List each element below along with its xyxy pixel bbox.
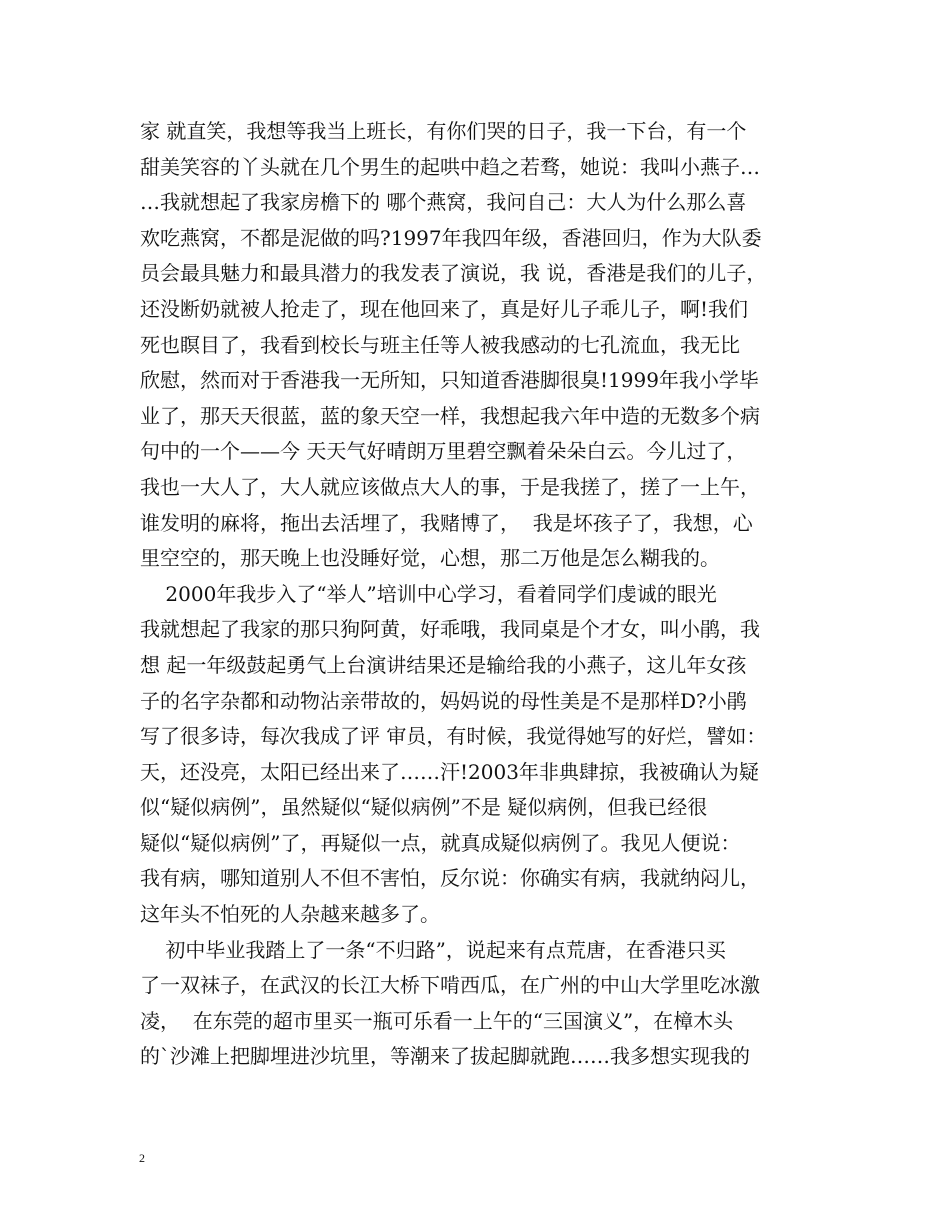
body-text (140, 114, 830, 1075)
text-line: 写了很多诗，每次我成了评 审员，有时候，我觉得她写的好烂，譬如： (140, 724, 767, 749)
text-line: 死也瞑目了，我看到校长与班主任等人被我感动的七孔流血，我无比 (140, 332, 740, 357)
text-line: 天，还没亮，太阳已经出来了……汗!2003年非典肆掠，我被确认为疑 (140, 759, 759, 784)
page-number: 2 (139, 1151, 145, 1165)
text-line: 我有病，哪知道别人不但不害怕，反尔说：你确实有病，我就纳闷儿， (140, 866, 760, 891)
text-line: 欣慰，然而对于香港我一无所知，只知道香港脚很臭!1999年我小学毕 (140, 368, 759, 393)
text-line: 凌， 在东莞的超市里买一瓶可乐看一上午的“三国演义”，在樟木头 (140, 1008, 734, 1033)
text-line: 我就想起了我家的那只狗阿黄，好乖哦，我同桌是个才女，叫小鹃，我 (140, 617, 760, 642)
text-line: 的`沙滩上把脚埋进沙坑里，等潮来了拔起脚就跑……我多想实现我的 (140, 1044, 750, 1069)
text-line: 员会最具魅力和最具潜力的我发表了演说，我 说，香港是我们的儿子， (140, 261, 767, 286)
text-line: 2000年我步入了“举人”培训中心学习，看着同学们虔诚的眼光 (140, 581, 717, 606)
text-line: 我也一大人了，大人就应该做点大人的事，于是我搓了，搓了一上午， (140, 474, 760, 499)
text-line: 欢吃燕窝，不都是泥做的吗?1997年我四年级，香港回归，作为大队委 (140, 225, 762, 250)
text-line: 了一双袜子，在武汉的长江大桥下啃西瓜，在广州的中山大学里吃冰激 (140, 973, 760, 998)
text-line: 初中毕业我踏上了一条“不归路”，说起来有点荒唐，在香港只买 (140, 937, 726, 962)
text-line: 句中的一个——今 天天气好晴朗万里碧空飘着朵朵白云。今儿过了， (140, 439, 747, 464)
text-line: 家 就直笑，我想等我当上班长，有你们哭的日子，我一下台，有一个 (140, 119, 747, 143)
text-line: 疑似“疑似病例”了，再疑似一点，就真成疑似病例了。我见人便说： (140, 830, 741, 855)
text-line: 业了，那天天很蓝，蓝的象天空一样，我想起我六年中造的无数多个病 (140, 403, 760, 428)
text-line: 子的名字杂都和动物沾亲带故的，妈妈说的母性美是不是那样D?小鹃 (140, 688, 747, 713)
text-line: 里空空的，那天晚上也没睡好觉，心想，那二万他是怎么糊我的。 (140, 546, 720, 571)
text-line: 甜美笑容的丫头就在几个男生的起哄中趋之若骛，她说：我叫小燕子… (140, 154, 760, 179)
text-line: 还没断奶就被人抢走了，现在他回来了，真是好儿子乖儿子，啊!我们 (140, 296, 749, 321)
text-line: 谁发明的麻将，拖出去活埋了，我赌博了， 我是坏孩子了，我想，心 (140, 510, 753, 535)
text-line: 似“疑似病例”，虽然疑似“疑似病例”不是 疑似病例，但我已经很 (140, 795, 708, 820)
text-line: …我就想起了我家房檐下的 哪个燕窝，我问自己：大人为什么那么喜 (140, 190, 747, 215)
text-line: 这年头不怕死的人杂越来越多了。 (140, 902, 440, 927)
text-line: 想 起一年级鼓起勇气上台演讲结果还是输给我的小燕子，这儿年女孩 (140, 652, 747, 677)
